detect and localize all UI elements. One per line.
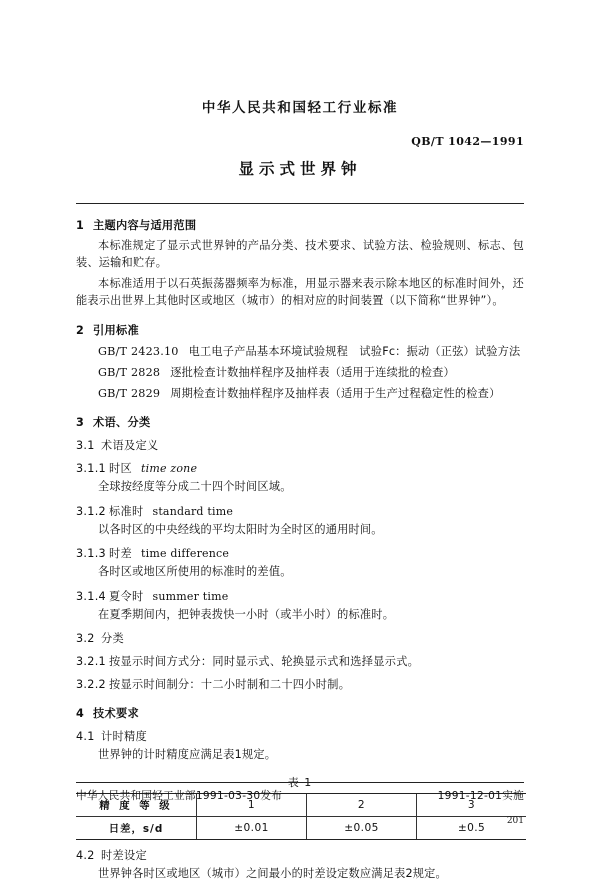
clause-3-2-1-text: 按显示时间方式分：同时显示式、轮换显示式和选择显示式。 (109, 655, 419, 668)
term-3-1-1-heading (76, 460, 524, 476)
term-3-1-2-definition: 以各时区的中央经线的平均太阳时为全时区的通用时间。 (98, 522, 524, 539)
term-3-1-3-definition: 各时区或地区所使用的标准时的差值。 (98, 564, 524, 581)
section-4-2-title: 时差设定 (101, 849, 147, 862)
term-3-1-2-heading (76, 503, 524, 519)
section-3-1-title: 术语及定义 (101, 439, 158, 452)
section-4-2-text: 世界钟各时区或地区（城市）之间最小的时差设定数应满足表2规定。 (98, 866, 524, 882)
section-4-heading (76, 705, 524, 721)
clause-3-2-1 (76, 653, 524, 669)
issuing-organization: 中华人民共和国轻工行业标准 (76, 96, 524, 116)
section-4-2-heading (76, 847, 524, 863)
table-1-value-3: ±0.5 (417, 816, 527, 839)
table-1-row-label-grade: 精 度 等 级 (76, 793, 197, 816)
reference-code: GB/T 2423.10 (98, 345, 179, 358)
page-footer (76, 788, 524, 803)
section-1-heading (76, 217, 524, 233)
section-2-number: 2 (76, 324, 93, 337)
section-4-1-text: 世界钟的计时精度应满足表1规定。 (98, 747, 524, 764)
term-3-1-1-english: time zone (141, 462, 197, 475)
footer-effective-date: 1991-12-01实施 (438, 788, 524, 803)
section-1-title: 主题内容与适用范围 (93, 219, 196, 232)
term-3-1-3-number: 3.1.3 (76, 547, 109, 560)
section-3-heading (76, 414, 524, 430)
reference-item (98, 343, 524, 359)
reference-code: GB/T 2829 (98, 387, 160, 400)
term-3-1-1-label: 时区 (109, 462, 132, 475)
page-content (76, 0, 524, 882)
section-3-1-heading (76, 437, 524, 453)
section-3-2-number: 3.2 (76, 632, 101, 645)
standard-number: QB/T 1042—1991 (76, 135, 524, 148)
term-3-1-4-english: summer time (152, 590, 228, 603)
section-2-heading (76, 322, 524, 338)
term-3-1-2-english: standard time (152, 505, 233, 518)
footer-divider (76, 782, 524, 783)
term-3-1-3-english: time difference (141, 547, 229, 560)
document-title: 显示式世界钟 (76, 157, 524, 179)
clause-3-2-2 (76, 676, 524, 692)
section-4-number: 4 (76, 707, 93, 720)
section-1-paragraph-1: 本标准规定了显示式世界钟的产品分类、技术要求、试验方法、检验规则、标志、包装、运输和贮存。 (76, 238, 524, 271)
page-number: 201 (76, 816, 524, 826)
header-divider (76, 203, 524, 204)
section-4-1-title: 计时精度 (101, 730, 147, 743)
term-3-1-2-number: 3.1.2 (76, 505, 109, 518)
section-2-title: 引用标准 (93, 324, 139, 337)
section-4-1-heading (76, 728, 524, 744)
section-4-2-number: 4.2 (76, 849, 101, 862)
reference-title: 周期检查计数抽样程序及抽样表（适用于生产过程稳定性的检查） (170, 387, 500, 400)
section-3-1-number: 3.1 (76, 439, 101, 452)
section-3-2-heading (76, 630, 524, 646)
section-3-title: 术语、分类 (93, 416, 150, 429)
term-3-1-4-label: 夏令时 (109, 590, 143, 603)
term-3-1-3-heading (76, 545, 524, 561)
clause-3-2-2-number: 3.2.2 (76, 678, 109, 691)
reference-title: 电工电子产品基本环境试验规程 试验Fc：振动（正弦）试验方法 (189, 345, 521, 358)
section-1-paragraph-2: 本标准适用于以石英振荡器频率为标准，用显示器来表示除本地区的标准时间外，还能表示出世界上其他时区或地区（城市）的相对应的时间装置（以下简称“世界钟”）。 (76, 276, 524, 309)
footer-publisher: 中华人民共和国轻工业部1991-03-30发布 (76, 788, 282, 803)
reference-item (98, 385, 524, 401)
table-1-grade-2: 2 (307, 793, 417, 816)
table-1-grade-3: 3 (417, 793, 527, 816)
reference-title: 逐批检查计数抽样程序及抽样表（适用于连续批的检查） (170, 366, 455, 379)
table-1-row-label-daily-rate: 日差，s/d (76, 816, 197, 839)
reference-code: GB/T 2828 (98, 366, 160, 379)
reference-item (98, 364, 524, 380)
section-4-1-number: 4.1 (76, 730, 101, 743)
table-1-value-2: ±0.05 (307, 816, 417, 839)
section-4-title: 技术要求 (93, 707, 139, 720)
section-3-2-title: 分类 (101, 632, 124, 645)
clause-3-2-2-text: 按显示时间制分：十二小时制和二十四小时制。 (109, 678, 350, 691)
term-3-1-1-number: 3.1.1 (76, 462, 109, 475)
term-3-1-1-definition: 全球按经度等分成二十四个时间区域。 (98, 479, 524, 496)
term-3-1-3-label: 时差 (109, 547, 132, 560)
term-3-1-4-definition: 在夏季期间内，把钟表拨快一小时（或半小时）的标准时。 (98, 607, 524, 624)
section-1-number: 1 (76, 219, 93, 232)
term-3-1-2-label: 标准时 (109, 505, 143, 518)
table-1-caption: 表 1 (76, 774, 524, 790)
clause-3-2-1-number: 3.2.1 (76, 655, 109, 668)
term-3-1-4-heading (76, 588, 524, 604)
term-3-1-4-number: 3.1.4 (76, 590, 109, 603)
table-1-value-1: ±0.01 (197, 816, 307, 839)
section-3-number: 3 (76, 416, 93, 429)
table-1-grade-1: 1 (197, 793, 307, 816)
